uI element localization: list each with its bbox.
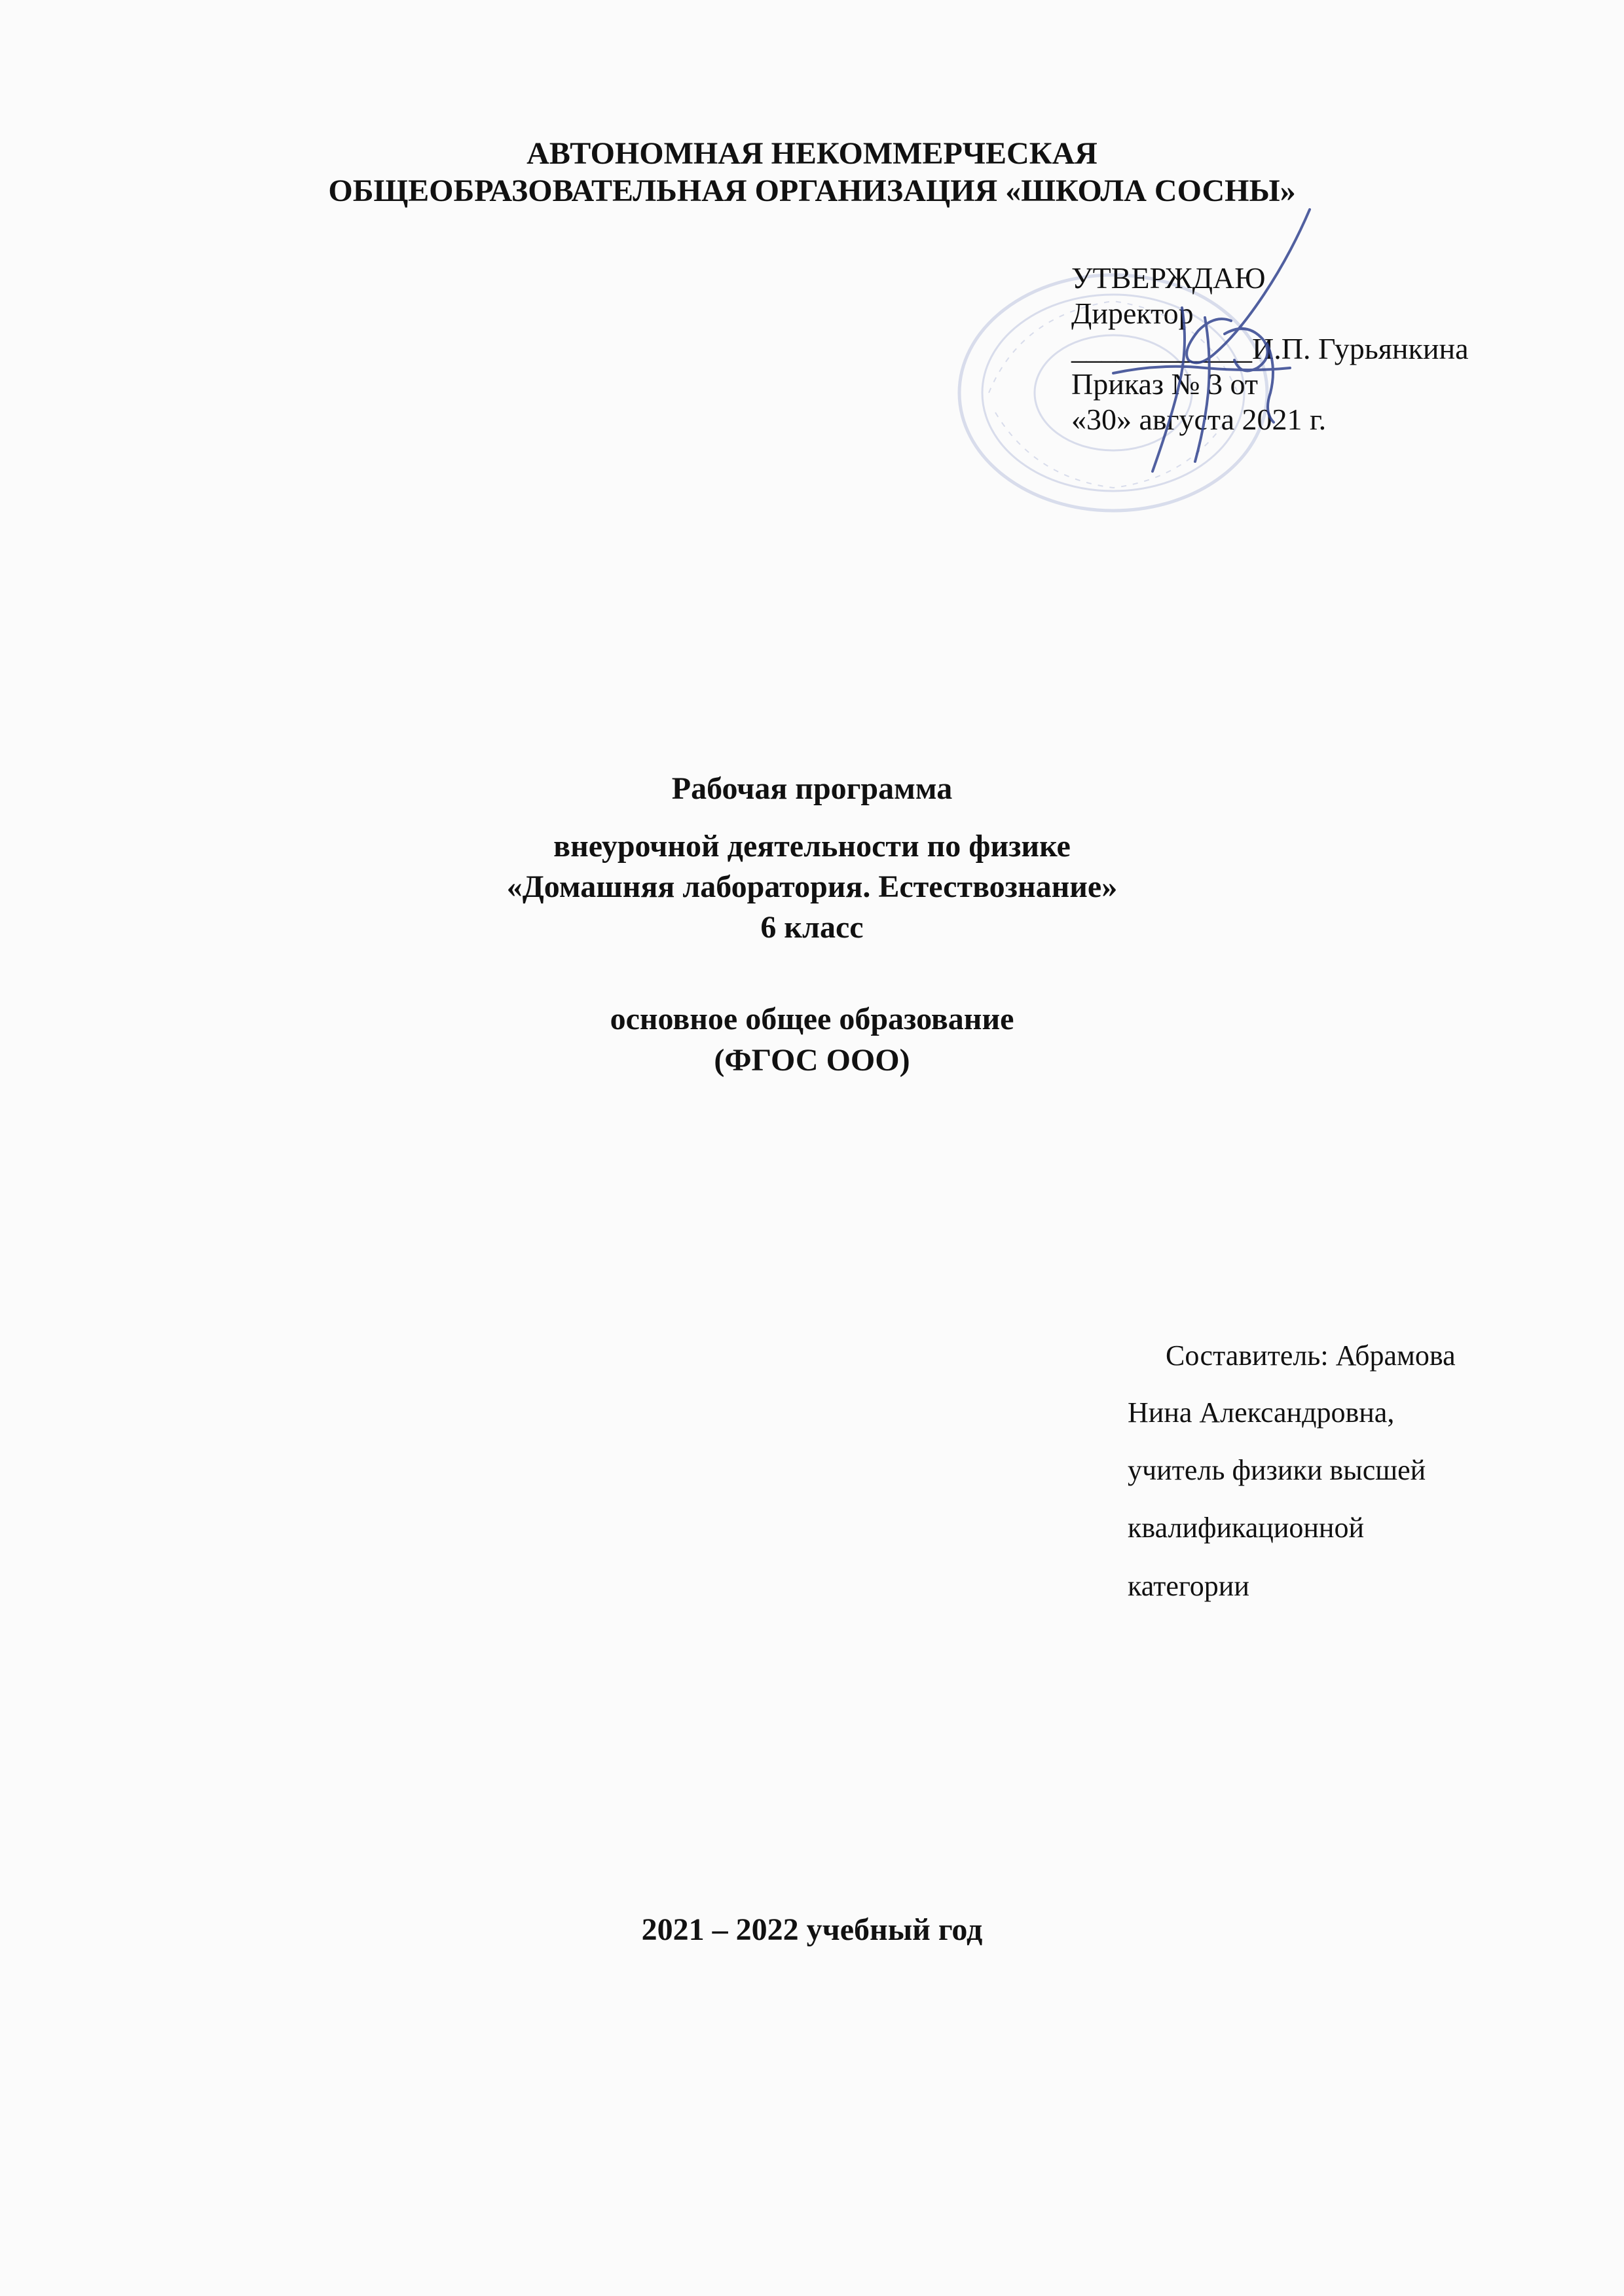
program-subtitle: внеурочной деятельности по физике (553, 829, 1071, 864)
approval-title: УТВЕРЖДАЮ (1071, 261, 1266, 295)
organization-name-line-2: ОБЩЕОБРАЗОВАТЕЛЬНАЯ ОРГАНИЗАЦИЯ «ШКОЛА СОСНЫ» (328, 173, 1296, 208)
academic-year: 2021 – 2022 учебный год (641, 1912, 983, 1947)
approval-signature-line: ____________И.П. Гурьянкина (1071, 332, 1469, 365)
approval-position: Директор (1071, 297, 1194, 330)
program-standard: (ФГОС ООО) (714, 1043, 910, 1078)
organization-name-line-1: АВТОНОМНАЯ НЕКОММЕРЧЕСКАЯ (526, 136, 1098, 171)
program-course-name: «Домашняя лаборатория. Естествознание» (506, 869, 1118, 904)
author-line-4: квалификационной (1128, 1512, 1365, 1544)
author-line-2: Нина Александровна, (1128, 1396, 1395, 1429)
program-grade: 6 класс (760, 910, 864, 945)
approval-date: «30» августа 2021 г. (1071, 403, 1327, 436)
author-line-5: категории (1128, 1570, 1249, 1602)
program-title: Рабочая программа (671, 771, 953, 806)
author-line-1: Составитель: Абрамова (1166, 1339, 1456, 1372)
program-education-level: основное общее образование (610, 1002, 1014, 1036)
author-line-3: учитель физики высшей (1128, 1454, 1426, 1486)
approval-order: Приказ № 3 от (1071, 367, 1258, 401)
signature-icon (1074, 196, 1349, 484)
